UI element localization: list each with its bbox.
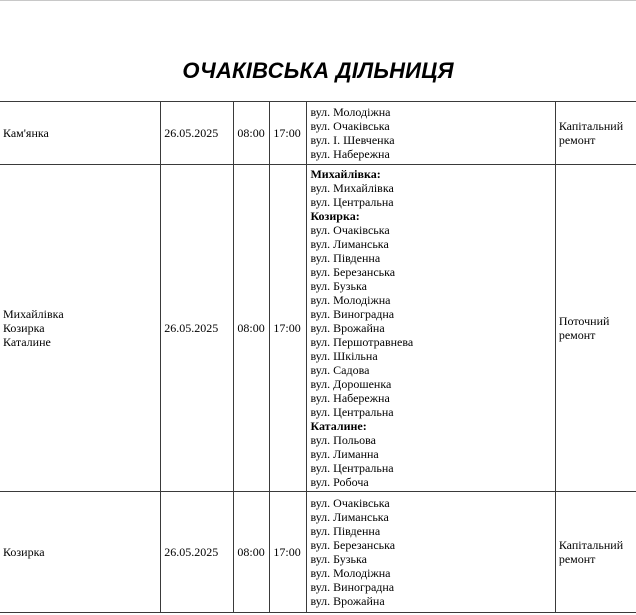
outage-schedule-table [0, 101, 636, 613]
street-name: вул. Набережна [310, 391, 390, 405]
street-name: вул. Молодіжна [310, 566, 391, 580]
street-name: вул. Лиманська [310, 510, 389, 524]
street-name: вул. Очаківська [310, 496, 390, 510]
streets-cell [307, 102, 555, 165]
street-name: вул. Лиманська [310, 237, 389, 251]
street-name: вул. Молодіжна [310, 105, 391, 119]
work-type-text: Поточний [558, 314, 610, 328]
work-type-cell [555, 102, 636, 165]
street-name: вул. Південна [310, 251, 381, 265]
end-time-cell: 17:00 [270, 102, 307, 165]
page-title: ОЧАКІВСЬКА ДІЛЬНИЦЯ [182, 58, 454, 83]
streets-cell [307, 165, 555, 492]
end-time-cell: 17:00 [270, 492, 307, 613]
street-name: вул. Бузька [310, 552, 367, 566]
settlement-name: Каталине [3, 335, 51, 349]
street-name: вул. Бузька [310, 279, 367, 293]
street-name: вул. Польова [310, 433, 376, 447]
date-cell: 26.05.2025 [161, 102, 234, 165]
settlement-name: Михайлівка [3, 307, 64, 321]
end-time-cell: 17:00 [270, 165, 307, 492]
street-name: вул. Березанська [310, 538, 396, 552]
settlement-cell [0, 102, 161, 165]
settlement-name: Кам'янка [3, 126, 49, 140]
work-type-cell [555, 165, 636, 492]
schedule-body [0, 102, 636, 613]
street-name: вул. Михайлівка [310, 181, 394, 195]
work-type-text: ремонт [558, 328, 596, 342]
street-name: вул. Врожайна [310, 594, 385, 608]
street-name: вул. Молодіжна [310, 293, 391, 307]
street-name: вул. Центральна [310, 461, 394, 475]
settlement-group-heading: Козирка: [310, 209, 360, 223]
date-cell: 26.05.2025 [161, 165, 234, 492]
street-name: вул. Першотравнева [310, 335, 414, 349]
work-type-text: ремонт [558, 552, 596, 566]
street-name: вул. Виноградна [310, 580, 395, 594]
settlement-group-heading: Каталине: [310, 419, 367, 433]
top-divider [0, 0, 636, 1]
work-type-text: ремонт [558, 133, 596, 147]
work-type-cell [555, 492, 636, 613]
street-name: вул. Виноградна [310, 307, 395, 321]
street-name: вул. Садова [310, 363, 370, 377]
street-name: вул. Центральна [310, 195, 394, 209]
table-row [0, 102, 636, 165]
street-name: вул. Центральна [310, 405, 394, 419]
street-name: вул. Шкільна [310, 349, 378, 363]
street-name: вул. Врожайна [310, 321, 385, 335]
settlement-cell [0, 165, 161, 492]
work-type-text: Капітальний [558, 538, 624, 552]
table-row [0, 492, 636, 613]
settlement-name: Козирка [3, 545, 45, 559]
streets-cell [307, 492, 555, 613]
street-name: вул. Набережна [310, 147, 390, 161]
start-time-cell: 08:00 [234, 165, 270, 492]
date-cell: 26.05.2025 [161, 492, 234, 613]
street-name: вул. Очаківська [310, 223, 390, 237]
table-row [0, 165, 636, 492]
street-name: вул. Очаківська [310, 119, 390, 133]
street-name: вул. Робоча [310, 475, 369, 489]
start-time-cell: 08:00 [234, 492, 270, 613]
settlement-name: Козирка [3, 321, 45, 335]
street-name: вул. Березанська [310, 265, 396, 279]
street-name: вул. І. Шевченка [310, 133, 395, 147]
work-type-text: Капітальний [558, 119, 624, 133]
street-name: вул. Південна [310, 524, 381, 538]
settlement-cell [0, 492, 161, 613]
settlement-group-heading: Михайлівка: [310, 167, 381, 181]
start-time-cell: 08:00 [234, 102, 270, 165]
street-name: вул. Дорошенка [310, 377, 392, 391]
street-name: вул. Лиманна [310, 447, 379, 461]
